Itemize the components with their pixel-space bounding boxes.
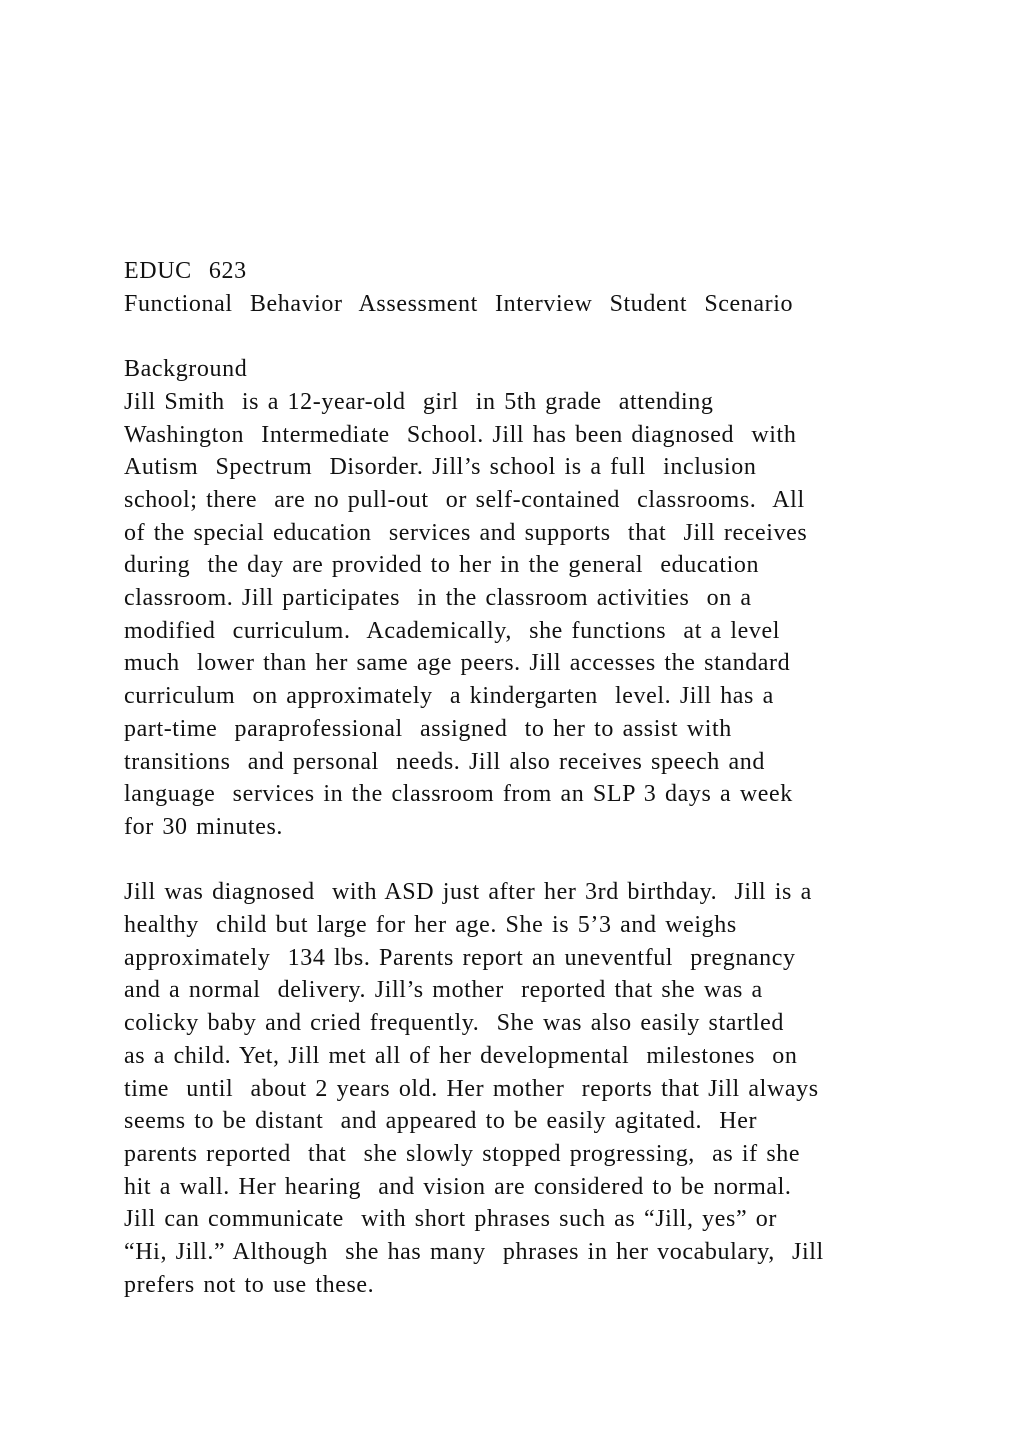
document-title: Functional Behavior Assessment Interview Student Scenario bbox=[124, 290, 794, 317]
paragraph-line: Autism Spectrum Disorder. Jill’s school is a full inclusion bbox=[124, 454, 757, 481]
paragraph-line: parents reported that she slowly stopped progressing, as if she bbox=[124, 1140, 801, 1167]
paragraph-line: approximately 134 lbs. Parents report an uneventful pregnancy bbox=[124, 944, 796, 971]
paragraph-line: colicky baby and cried frequently. She was also easily startled bbox=[124, 1010, 784, 1037]
spacer bbox=[124, 844, 924, 877]
paragraph-line: Jill was diagnosed with ASD just after her 3rd birthday. Jill is a bbox=[124, 879, 812, 906]
document-body bbox=[124, 255, 924, 1301]
paragraph-line: Jill Smith is a 12-year-old girl in 5th grade attending bbox=[124, 388, 714, 415]
paragraph-line: prefers not to use these. bbox=[124, 1271, 375, 1298]
paragraph-line: time until about 2 years old. Her mother reports that Jill always bbox=[124, 1075, 819, 1102]
paragraph-line: Jill can communicate with short phrases such as “Jill, yes” or bbox=[124, 1206, 777, 1233]
paragraph-line: and a normal delivery. Jill’s mother reported that she was a bbox=[124, 977, 763, 1004]
paragraph-line: seems to be distant and appeared to be easily agitated. Her bbox=[124, 1108, 758, 1135]
paragraph-line: for 30 minutes. bbox=[124, 813, 283, 840]
paragraph-line: during the day are provided to her in the general education bbox=[124, 552, 760, 579]
paragraph-line: transitions and personal needs. Jill also receives speech and bbox=[124, 748, 765, 775]
course-code: EDUC 623 bbox=[124, 258, 247, 284]
paragraph-line: school; there are no pull-out or self-contained classrooms. All bbox=[124, 486, 805, 513]
paragraph-line: curriculum on approximately a kindergarten level. Jill has a bbox=[124, 683, 774, 710]
paragraph-line: modified curriculum. Academically, she functions at a level bbox=[124, 617, 781, 644]
paragraph-line: language services in the classroom from an SLP 3 days a week bbox=[124, 781, 793, 808]
paragraph-line: Washington Intermediate School. Jill has been diagnosed with bbox=[124, 421, 797, 448]
paragraph-line: “Hi, Jill.” Although she has many phrases in her vocabulary, Jill bbox=[124, 1239, 824, 1266]
section-heading: Background bbox=[124, 356, 248, 383]
paragraph-line: hit a wall. Her hearing and vision are considered to be normal. bbox=[124, 1173, 792, 1200]
paragraph-2 bbox=[124, 876, 924, 1301]
paragraph-line: classroom. Jill participates in the classroom activities on a bbox=[124, 585, 752, 612]
paragraph-line: of the special education services and supports that Jill receives bbox=[124, 519, 808, 546]
spacer bbox=[124, 320, 924, 353]
paragraph-1 bbox=[124, 386, 924, 844]
paragraph-line: part-time paraprofessional assigned to her to assist with bbox=[124, 715, 732, 742]
paragraph-line: as a child. Yet, Jill met all of her developmental milestones on bbox=[124, 1042, 798, 1069]
paragraph-line: healthy child but large for her age. She is 5’3 and weighs bbox=[124, 912, 737, 939]
paragraph-line: much lower than her same age peers. Jill accesses the standard bbox=[124, 650, 791, 677]
